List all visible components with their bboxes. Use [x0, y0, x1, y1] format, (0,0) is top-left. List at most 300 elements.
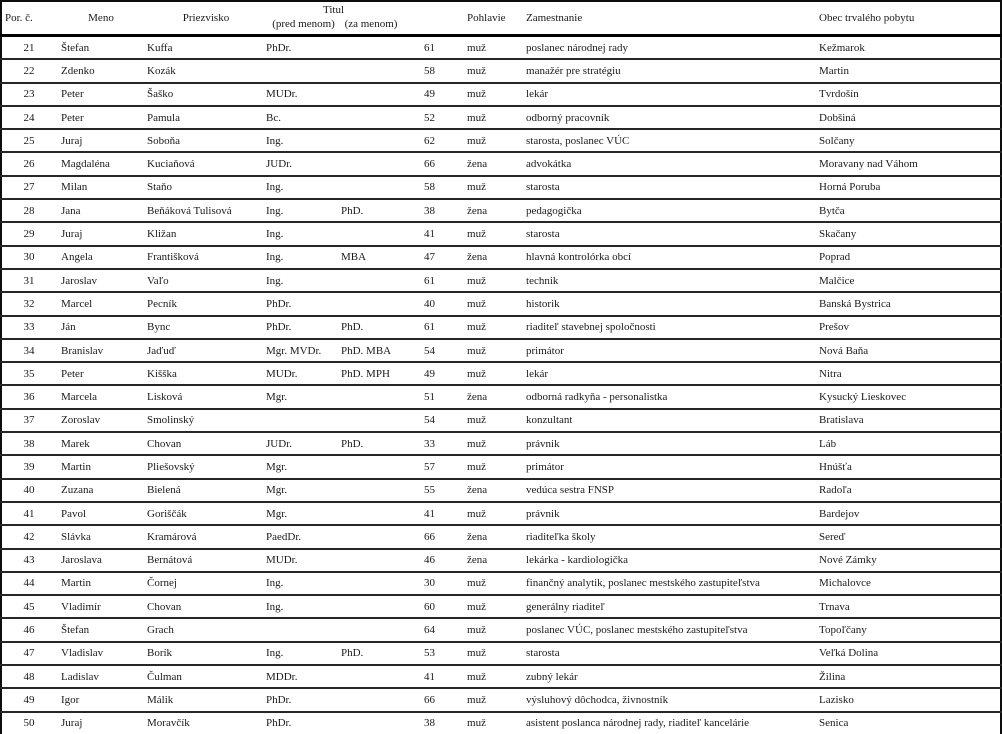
table-row [1, 432, 1001, 455]
cell-pohlavie: žena [441, 385, 524, 408]
cell-priezvisko: Františková [146, 246, 266, 269]
cell-vek: 64 [401, 618, 441, 641]
cell-por: 23 [1, 83, 56, 106]
cell-priezvisko: Málik [146, 688, 266, 711]
cell-zamestnanie: starosta, poslanec VÚC [524, 129, 817, 152]
cell-obec: Skačany [817, 222, 1001, 245]
cell-obec: Nové Zámky [817, 549, 1001, 572]
cell-pohlavie: muž [441, 59, 524, 82]
cell-titul-pred: Bc. [266, 106, 341, 129]
header-titul-pred: (pred menom) [272, 18, 335, 30]
cell-zamestnanie: starosta [524, 222, 817, 245]
table-row [1, 688, 1001, 711]
table-row [1, 409, 1001, 432]
cell-titul-pred: Ing. [266, 595, 341, 618]
table-row [1, 59, 1001, 82]
cell-obec: Moravany nad Váhom [817, 152, 1001, 175]
cell-vek: 51 [401, 385, 441, 408]
header-pohlavie: Pohlavie [467, 12, 506, 24]
cell-por: 28 [1, 199, 56, 222]
cell-por: 27 [1, 176, 56, 199]
table-row [1, 199, 1001, 222]
cell-titul-pred [266, 59, 341, 82]
cell-titul-pred: Ing. [266, 199, 341, 222]
cell-por: 43 [1, 549, 56, 572]
cell-vek: 47 [401, 246, 441, 269]
cell-obec: Láb [817, 432, 1001, 455]
cell-por: 50 [1, 712, 56, 734]
cell-por: 37 [1, 409, 56, 432]
cell-pohlavie: muž [441, 362, 524, 385]
cell-titul-za: PhD. [341, 432, 401, 455]
cell-priezvisko: Čulman [146, 665, 266, 688]
cell-zamestnanie: finančný analytik, poslanec mestského zastupiteľstva [524, 572, 817, 595]
cell-vek: 40 [401, 292, 441, 315]
cell-priezvisko: Čornej [146, 572, 266, 595]
cell-obec: Dobšiná [817, 106, 1001, 129]
cell-vek: 49 [401, 362, 441, 385]
cell-por: 25 [1, 129, 56, 152]
table-row [1, 618, 1001, 641]
cell-priezvisko: Chovan [146, 595, 266, 618]
cell-vek: 62 [401, 129, 441, 152]
cell-obec: Michalovce [817, 572, 1001, 595]
cell-priezvisko: Kuciaňová [146, 152, 266, 175]
cell-meno: Juraj [56, 222, 146, 245]
cell-titul-pred: JUDr. [266, 432, 341, 455]
cell-meno: Vladimír [56, 595, 146, 618]
cell-obec: Bardejov [817, 502, 1001, 525]
cell-priezvisko: Bernátová [146, 549, 266, 572]
cell-pohlavie: muž [441, 106, 524, 129]
cell-titul-za [341, 595, 401, 618]
cell-pohlavie: muž [441, 83, 524, 106]
table-row [1, 385, 1001, 408]
cell-titul-pred: JUDr. [266, 152, 341, 175]
cell-pohlavie: muž [441, 642, 524, 665]
cell-meno: Jaroslava [56, 549, 146, 572]
cell-priezvisko: Borík [146, 642, 266, 665]
cell-zamestnanie: vedúca sestra FNSP [524, 479, 817, 502]
cell-vek: 61 [401, 316, 441, 339]
table-row [1, 83, 1001, 106]
cell-vek: 53 [401, 642, 441, 665]
cell-zamestnanie: generálny riaditeľ [524, 595, 817, 618]
cell-pohlavie: muž [441, 409, 524, 432]
cell-obec: Lazisko [817, 688, 1001, 711]
cell-por: 49 [1, 688, 56, 711]
table-row [1, 525, 1001, 548]
cell-vek: 46 [401, 549, 441, 572]
cell-zamestnanie: primátor [524, 455, 817, 478]
cell-priezvisko: Kližan [146, 222, 266, 245]
cell-meno: Magdaléna [56, 152, 146, 175]
cell-zamestnanie: riaditeľka školy [524, 525, 817, 548]
cell-titul-pred: Ing. [266, 246, 341, 269]
cell-zamestnanie: asistent poslanca národnej rady, riaditeľ kancelárie [524, 712, 817, 734]
cell-priezvisko: Grach [146, 618, 266, 641]
cell-titul-za [341, 618, 401, 641]
cell-meno: Peter [56, 83, 146, 106]
table-row [1, 572, 1001, 595]
cell-pohlavie: žena [441, 525, 524, 548]
cell-por: 26 [1, 152, 56, 175]
cell-priezvisko: Kozák [146, 59, 266, 82]
cell-meno: Branislav [56, 339, 146, 362]
table-row [1, 362, 1001, 385]
cell-pohlavie: muž [441, 618, 524, 641]
cell-titul-pred: Ing. [266, 572, 341, 595]
table-row [1, 176, 1001, 199]
cell-pohlavie: žena [441, 199, 524, 222]
cell-vek: 30 [401, 572, 441, 595]
cell-priezvisko: Pecník [146, 292, 266, 315]
cell-meno: Marek [56, 432, 146, 455]
cell-por: 44 [1, 572, 56, 595]
cell-titul-pred: Ing. [266, 176, 341, 199]
cell-titul-za: PhD. [341, 316, 401, 339]
cell-titul-za: PhD. [341, 642, 401, 665]
table-row [1, 595, 1001, 618]
cell-priezvisko: Staňo [146, 176, 266, 199]
table-row [1, 246, 1001, 269]
cell-por: 30 [1, 246, 56, 269]
cell-zamestnanie: primátor [524, 339, 817, 362]
cell-zamestnanie: konzultant [524, 409, 817, 432]
cell-titul-pred: Mgr. [266, 479, 341, 502]
cell-priezvisko: Šaško [146, 83, 266, 106]
cell-pohlavie: muž [441, 572, 524, 595]
table-row [1, 36, 1001, 60]
cell-priezvisko: Jaďuď [146, 339, 266, 362]
cell-titul-za [341, 176, 401, 199]
cell-meno: Ladislav [56, 665, 146, 688]
cell-pohlavie: muž [441, 595, 524, 618]
cell-titul-za [341, 712, 401, 734]
cell-titul-za: PhD. MPH [341, 362, 401, 385]
cell-vek: 52 [401, 106, 441, 129]
cell-titul-pred: PaedDr. [266, 525, 341, 548]
cell-meno: Slávka [56, 525, 146, 548]
table-row [1, 339, 1001, 362]
cell-obec: Horná Poruba [817, 176, 1001, 199]
cell-meno: Ján [56, 316, 146, 339]
table-row [1, 502, 1001, 525]
cell-por: 36 [1, 385, 56, 408]
cell-priezvisko: Smolinský [146, 409, 266, 432]
cell-titul-pred: MUDr. [266, 549, 341, 572]
cell-priezvisko: Pamula [146, 106, 266, 129]
cell-por: 29 [1, 222, 56, 245]
cell-vek: 66 [401, 688, 441, 711]
cell-meno: Jaroslav [56, 269, 146, 292]
table-row [1, 712, 1001, 734]
cell-vek: 33 [401, 432, 441, 455]
cell-titul-za: PhD. [341, 199, 401, 222]
cell-por: 22 [1, 59, 56, 82]
cell-pohlavie: muž [441, 176, 524, 199]
cell-pohlavie: muž [441, 292, 524, 315]
cell-pohlavie: muž [441, 339, 524, 362]
cell-obec: Prešov [817, 316, 1001, 339]
cell-zamestnanie: poslanec národnej rady [524, 36, 817, 60]
cell-meno: Zuzana [56, 479, 146, 502]
cell-pohlavie: muž [441, 129, 524, 152]
cell-zamestnanie: advokátka [524, 152, 817, 175]
cell-titul-pred: PhDr. [266, 316, 341, 339]
table-row [1, 152, 1001, 175]
cell-vek: 61 [401, 269, 441, 292]
cell-meno: Jana [56, 199, 146, 222]
cell-zamestnanie: výsluhový dôchodca, živnostník [524, 688, 817, 711]
cell-zamestnanie: starosta [524, 642, 817, 665]
cell-titul-za [341, 455, 401, 478]
cell-pohlavie: muž [441, 36, 524, 60]
cell-pohlavie: muž [441, 665, 524, 688]
cell-por: 24 [1, 106, 56, 129]
cell-meno: Igor [56, 688, 146, 711]
cell-vek: 38 [401, 199, 441, 222]
table-body [1, 36, 1001, 734]
header-titul-za: (za menom) [344, 18, 398, 30]
cell-por: 33 [1, 316, 56, 339]
table-row [1, 316, 1001, 339]
cell-vek: 60 [401, 595, 441, 618]
cell-zamestnanie: poslanec VÚC, poslanec mestského zastupiteľstva [524, 618, 817, 641]
table-row [1, 222, 1001, 245]
cell-obec: Žilina [817, 665, 1001, 688]
cell-por: 39 [1, 455, 56, 478]
cell-priezvisko: Moravčík [146, 712, 266, 734]
cell-vek: 41 [401, 502, 441, 525]
cell-priezvisko: Chovan [146, 432, 266, 455]
cell-titul-pred: PhDr. [266, 292, 341, 315]
cell-meno: Vladislav [56, 642, 146, 665]
cell-obec: Martin [817, 59, 1001, 82]
cell-zamestnanie: manažér pre stratégiu [524, 59, 817, 82]
cell-vek: 41 [401, 665, 441, 688]
cell-vek: 54 [401, 409, 441, 432]
cell-titul-za [341, 292, 401, 315]
cell-priezvisko: Goriščák [146, 502, 266, 525]
cell-obec: Topoľčany [817, 618, 1001, 641]
cell-por: 45 [1, 595, 56, 618]
cell-meno: Angela [56, 246, 146, 269]
table-row [1, 479, 1001, 502]
cell-titul-za [341, 106, 401, 129]
cell-por: 31 [1, 269, 56, 292]
cell-titul-pred: Mgr. [266, 455, 341, 478]
cell-titul-za [341, 152, 401, 175]
cell-vek: 58 [401, 176, 441, 199]
cell-obec: Veľká Dolina [817, 642, 1001, 665]
cell-por: 42 [1, 525, 56, 548]
cell-vek: 66 [401, 152, 441, 175]
cell-titul-za [341, 479, 401, 502]
cell-vek: 57 [401, 455, 441, 478]
cell-obec: Senica [817, 712, 1001, 734]
cell-obec: Malčice [817, 269, 1001, 292]
cell-obec: Sereď [817, 525, 1001, 548]
cell-pohlavie: žena [441, 549, 524, 572]
header-priezvisko: Priezvisko [182, 12, 230, 24]
cell-pohlavie: žena [441, 479, 524, 502]
cell-zamestnanie: starosta [524, 176, 817, 199]
cell-pohlavie: muž [441, 712, 524, 734]
cell-obec: Bratislava [817, 409, 1001, 432]
header-obec: Obec trvalého pobytu [819, 12, 915, 24]
cell-titul-pred [266, 618, 341, 641]
cell-vek: 41 [401, 222, 441, 245]
table-row [1, 129, 1001, 152]
table-row [1, 106, 1001, 129]
cell-titul-pred: MUDr. [266, 362, 341, 385]
cell-titul-pred: Mgr. [266, 502, 341, 525]
cell-titul-pred: PhDr. [266, 688, 341, 711]
cell-meno: Juraj [56, 712, 146, 734]
cell-titul-pred: PhDr. [266, 36, 341, 60]
cell-vek: 61 [401, 36, 441, 60]
cell-titul-pred: Ing. [266, 222, 341, 245]
cell-priezvisko: Kuffa [146, 36, 266, 60]
cell-meno: Juraj [56, 129, 146, 152]
cell-meno: Zoroslav [56, 409, 146, 432]
cell-titul-za [341, 269, 401, 292]
cell-por: 40 [1, 479, 56, 502]
header-zamestnanie: Zamestnanie [526, 12, 583, 24]
cell-titul-za [341, 129, 401, 152]
cell-meno: Martin [56, 572, 146, 595]
cell-zamestnanie: lekárka - kardiologička [524, 549, 817, 572]
cell-meno: Marcela [56, 385, 146, 408]
cell-obec: Nová Baňa [817, 339, 1001, 362]
cell-zamestnanie: lekár [524, 362, 817, 385]
header-titul: Titul [323, 4, 345, 16]
cell-vek: 55 [401, 479, 441, 502]
table-row [1, 269, 1001, 292]
cell-por: 48 [1, 665, 56, 688]
cell-pohlavie: žena [441, 152, 524, 175]
cell-por: 41 [1, 502, 56, 525]
cell-por: 21 [1, 36, 56, 60]
cell-titul-za: PhD. MBA [341, 339, 401, 362]
cell-obec: Nitra [817, 362, 1001, 385]
cell-priezvisko: Bielená [146, 479, 266, 502]
cell-meno: Milan [56, 176, 146, 199]
cell-zamestnanie: hlavná kontrolórka obcí [524, 246, 817, 269]
cell-pohlavie: muž [441, 688, 524, 711]
cell-por: 34 [1, 339, 56, 362]
cell-zamestnanie: pedagogička [524, 199, 817, 222]
cell-por: 38 [1, 432, 56, 455]
table-row [1, 549, 1001, 572]
cell-obec: Hnúšťa [817, 455, 1001, 478]
cell-titul-pred: MUDr. [266, 83, 341, 106]
cell-meno: Peter [56, 362, 146, 385]
table-row [1, 292, 1001, 315]
cell-titul-za [341, 572, 401, 595]
cell-zamestnanie: riaditeľ stavebnej spoločnosti [524, 316, 817, 339]
cell-vek: 66 [401, 525, 441, 548]
cell-obec: Kežmarok [817, 36, 1001, 60]
cell-titul-pred: MDDr. [266, 665, 341, 688]
cell-titul-pred: PhDr. [266, 712, 341, 734]
cell-titul-za [341, 36, 401, 60]
cell-meno: Martin [56, 455, 146, 478]
cell-zamestnanie: zubný lekár [524, 665, 817, 688]
cell-obec: Trnava [817, 595, 1001, 618]
cell-obec: Solčany [817, 129, 1001, 152]
cell-por: 46 [1, 618, 56, 641]
cell-obec: Kysucký Lieskovec [817, 385, 1001, 408]
cell-priezvisko: Kišška [146, 362, 266, 385]
cell-titul-za [341, 525, 401, 548]
cell-pohlavie: žena [441, 246, 524, 269]
cell-titul-za [341, 409, 401, 432]
cell-pohlavie: muž [441, 222, 524, 245]
cell-priezvisko: Kramárová [146, 525, 266, 548]
cell-titul-za: MBA [341, 246, 401, 269]
cell-titul-za [341, 688, 401, 711]
cell-zamestnanie: odborná radkyňa - personalistka [524, 385, 817, 408]
header-vek-blank [401, 1, 441, 36]
cell-obec: Radoľa [817, 479, 1001, 502]
cell-titul-pred: Mgr. MVDr. [266, 339, 341, 362]
cell-meno: Zdenko [56, 59, 146, 82]
cell-por: 32 [1, 292, 56, 315]
table-header [1, 1, 1001, 36]
cell-priezvisko: Lisková [146, 385, 266, 408]
cell-vek: 58 [401, 59, 441, 82]
cell-obec: Tvrdošín [817, 83, 1001, 106]
cell-por: 35 [1, 362, 56, 385]
cell-titul-za [341, 222, 401, 245]
cell-priezvisko: Vaľo [146, 269, 266, 292]
cell-pohlavie: muž [441, 502, 524, 525]
cell-titul-za [341, 385, 401, 408]
cell-titul-pred [266, 409, 341, 432]
cell-por: 47 [1, 642, 56, 665]
cell-titul-za [341, 59, 401, 82]
header-por: Por. č. [5, 12, 33, 24]
header-meno: Meno [88, 12, 114, 24]
cell-priezvisko: Beňáková Tulisová [146, 199, 266, 222]
cell-vek: 49 [401, 83, 441, 106]
cell-vek: 38 [401, 712, 441, 734]
cell-zamestnanie: právnik [524, 502, 817, 525]
cell-pohlavie: muž [441, 269, 524, 292]
cell-titul-pred: Ing. [266, 642, 341, 665]
cell-meno: Peter [56, 106, 146, 129]
cell-zamestnanie: lekár [524, 83, 817, 106]
cell-zamestnanie: právnik [524, 432, 817, 455]
cell-meno: Marcel [56, 292, 146, 315]
cell-zamestnanie: historik [524, 292, 817, 315]
cell-meno: Pavol [56, 502, 146, 525]
cell-priezvisko: Bync [146, 316, 266, 339]
cell-obec: Bytča [817, 199, 1001, 222]
cell-obec: Poprad [817, 246, 1001, 269]
cell-pohlavie: muž [441, 455, 524, 478]
cell-zamestnanie: technik [524, 269, 817, 292]
cell-meno: Štefan [56, 618, 146, 641]
cell-titul-pred: Ing. [266, 129, 341, 152]
cell-titul-pred: Mgr. [266, 385, 341, 408]
cell-titul-za [341, 549, 401, 572]
cell-zamestnanie: odborný pracovník [524, 106, 817, 129]
table-row [1, 642, 1001, 665]
cell-vek: 54 [401, 339, 441, 362]
